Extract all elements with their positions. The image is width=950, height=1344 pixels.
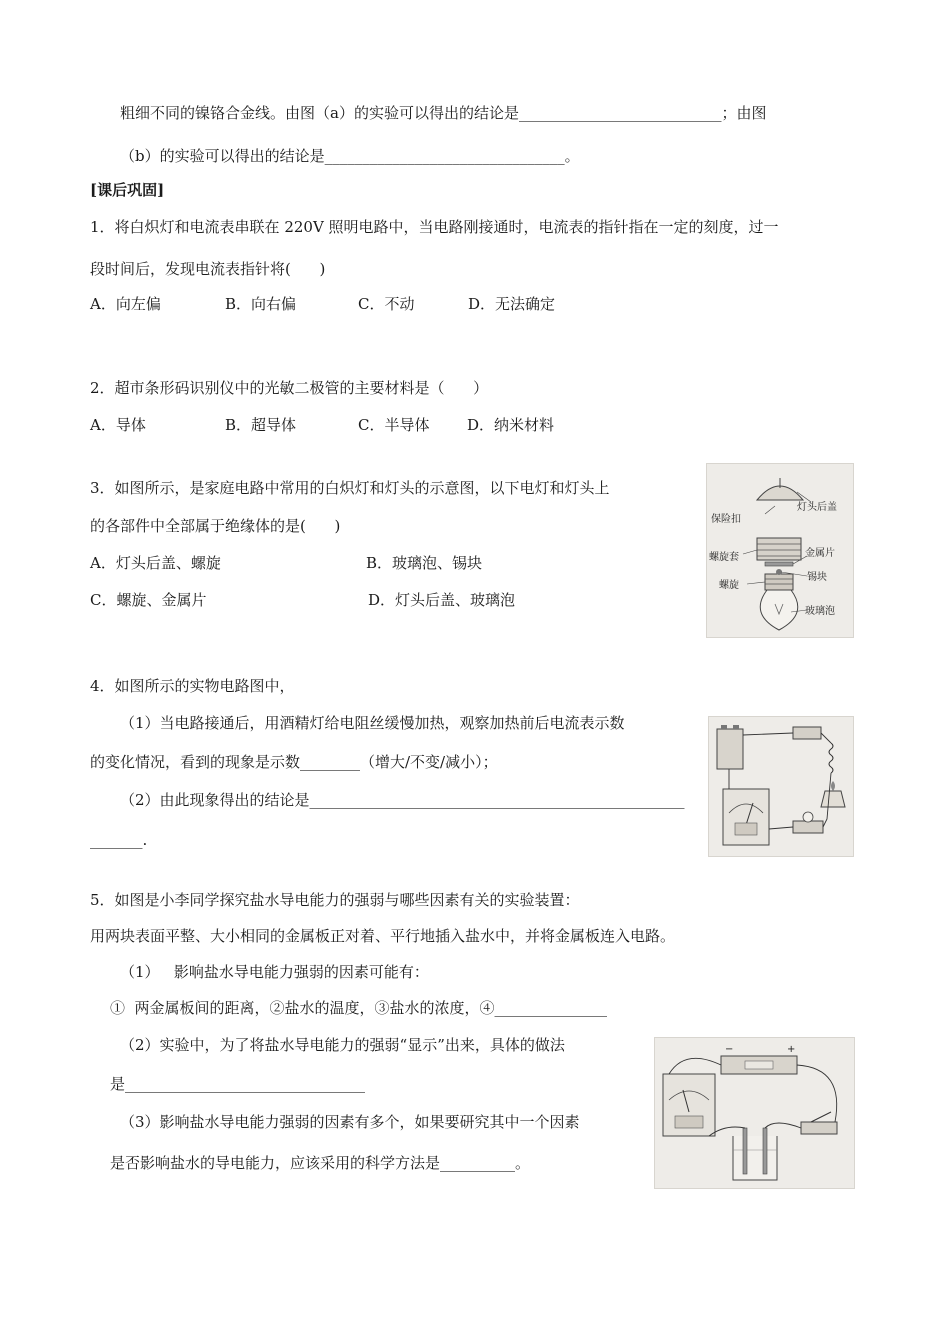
section-title: [课后巩固] — [90, 181, 165, 199]
q4-sub2-line-b: _______. — [90, 831, 148, 849]
fig-label-tin-block: 锡块 — [807, 572, 827, 583]
q2-option-b: B．超导体 — [225, 416, 297, 434]
q5-line-1: 5．如图是小李同学探究盐水导电能力的强弱与哪些因素有关的实验装置： — [90, 891, 580, 909]
q5-sub2-line-b: 是________________________________ — [110, 1075, 366, 1093]
q5-sub2-line-a: （2）实验中，为了将盐水导电能力的强弱“显示”出来，具体的做法 — [120, 1036, 565, 1054]
q4-sub1-line-a: （1）当电路接通后，用酒精灯给电阻丝缓慢加热，观察加热前后电流表示数 — [120, 714, 625, 732]
intro-line-2: （b）的实验可以得出的结论是________________________________。 — [120, 147, 580, 165]
fig-label-metal-sheet: 金属片 — [805, 548, 835, 559]
fig-label-screw: 螺旋 — [719, 580, 739, 591]
q3-option-b: B．玻璃泡、锡块 — [366, 554, 483, 572]
svg-text:−: − — [725, 1044, 734, 1055]
q5-sub1: （1） 影响盐水导电能力强弱的因素可能有： — [120, 963, 429, 981]
q4-sub1-line-b: 的变化情况，看到的现象是示数________（增大/不变/减小）； — [90, 753, 498, 771]
q1-option-c: C．不动 — [358, 295, 415, 313]
salt-water-circuit-figure — [654, 1037, 855, 1189]
q1-option-b: B．向右偏 — [225, 295, 297, 313]
q1-line-1: 1．将白炽灯和电流表串联在 220V 照明电路中，当电路刚接通时，电流表的指针指在一定的刻度，过一 — [90, 218, 779, 236]
q1-option-d: D．无法确定 — [468, 295, 556, 313]
q1-option-a: A．向左偏 — [90, 295, 161, 313]
q3-line-2: 的各部件中全部属于绝缘体的是( ) — [90, 517, 341, 535]
q5-sub1-factors: ① 两金属板间的距离，②盐水的温度，③盐水的浓度，④_______________ — [110, 999, 608, 1017]
intro-line-1: 粗细不同的镍铬合金线。由图（a）的实验可以得出的结论是___________________________；由图 — [120, 104, 767, 122]
q3-option-a: A．灯头后盖、螺旋 — [90, 554, 221, 572]
bulb-and-socket-figure — [706, 463, 854, 638]
q4-sub2-line-a: （2）由此现象得出的结论是__________________________________________________ — [120, 791, 685, 809]
fig-label-screw-sleeve: 螺旋套 — [709, 552, 739, 563]
q2-option-a: A．导体 — [90, 416, 146, 434]
q5-sub3-line-b: 是否影响盐水的导电能力，应该采用的科学方法是__________。 — [110, 1154, 531, 1172]
q1-line-2: 段时间后，发现电流表指针将( ) — [90, 260, 326, 278]
q3-line-1: 3．如图所示，是家庭电路中常用的白炽灯和灯头的示意图，以下电灯和灯头上 — [90, 479, 610, 497]
q2-option-c: C．半导体 — [358, 416, 430, 434]
fig-label-rear-cover: 灯头后盖 — [797, 502, 837, 513]
svg-text:+: + — [787, 1044, 796, 1055]
q3-option-c: C．螺旋、金属片 — [90, 591, 207, 609]
q2-line-1: 2．超市条形码识别仪中的光敏二极管的主要材料是（ ） — [90, 379, 489, 397]
fig-label-fuse-clip: 保险扣 — [711, 514, 741, 525]
fig-label-glass-bulb: 玻璃泡 — [805, 606, 835, 617]
q5-sub3-line-a: （3）影响盐水导电能力强弱的因素有多个，如果要研究其中一个因素 — [120, 1113, 580, 1131]
q3-option-d: D．灯头后盖、玻璃泡 — [368, 591, 516, 609]
q5-line-2: 用两块表面平整、大小相同的金属板正对着、平行地插入盐水中，并将金属板连入电路。 — [90, 927, 676, 945]
heating-circuit-figure — [708, 716, 854, 857]
q2-option-d: D．纳米材料 — [467, 416, 555, 434]
q4-line-1: 4．如图所示的实物电路图中， — [90, 677, 295, 695]
